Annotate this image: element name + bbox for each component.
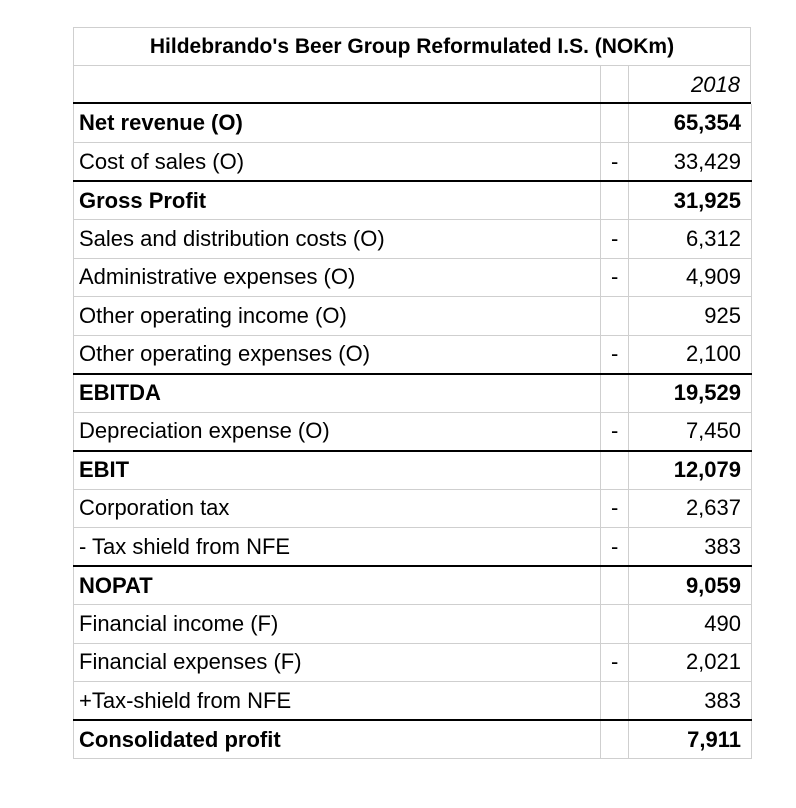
row-value: 65,354 <box>629 104 752 143</box>
table-row <box>74 489 752 528</box>
table-row <box>74 451 752 490</box>
row-label: EBIT <box>74 451 601 490</box>
row-value: 490 <box>629 605 752 644</box>
row-value: 2,637 <box>629 489 752 528</box>
row-value: 383 <box>629 528 752 567</box>
row-value: 6,312 <box>629 220 752 259</box>
table-row <box>74 643 752 682</box>
row-label: Other operating expenses (O) <box>74 335 601 374</box>
row-label: Corporation tax <box>74 489 601 528</box>
row-sign <box>601 181 629 220</box>
row-value: 33,429 <box>629 143 752 182</box>
row-label: Sales and distribution costs (O) <box>74 220 601 259</box>
sheet-title: Hildebrando's Beer Group Reformulated I.S. (NOKm) <box>73 27 751 65</box>
table-row <box>74 181 752 220</box>
year-header-label-cell <box>73 65 600 102</box>
table-row <box>74 720 752 759</box>
row-value: 7,450 <box>629 412 752 451</box>
year-header-row <box>73 65 751 104</box>
table-row <box>74 528 752 567</box>
row-sign: - <box>601 258 629 297</box>
row-sign <box>601 682 629 721</box>
row-sign <box>601 104 629 143</box>
row-sign: - <box>601 528 629 567</box>
row-label: - Tax shield from NFE <box>74 528 601 567</box>
row-sign: - <box>601 335 629 374</box>
row-label: NOPAT <box>74 566 601 605</box>
table-row <box>74 297 752 336</box>
table-row <box>74 335 752 374</box>
year-header: 2018 <box>628 65 751 102</box>
row-value: 19,529 <box>629 374 752 413</box>
row-sign <box>601 566 629 605</box>
row-label: Other operating income (O) <box>74 297 601 336</box>
row-sign <box>601 605 629 644</box>
row-value: 9,059 <box>629 566 752 605</box>
row-sign: - <box>601 143 629 182</box>
row-value: 4,909 <box>629 258 752 297</box>
row-label: Administrative expenses (O) <box>74 258 601 297</box>
row-value: 31,925 <box>629 181 752 220</box>
table-row <box>74 258 752 297</box>
row-sign: - <box>601 412 629 451</box>
row-sign <box>601 451 629 490</box>
row-value: 7,911 <box>629 720 752 759</box>
row-value: 383 <box>629 682 752 721</box>
table-row <box>74 143 752 182</box>
row-label: Cost of sales (O) <box>74 143 601 182</box>
row-value: 12,079 <box>629 451 752 490</box>
row-sign: - <box>601 220 629 259</box>
row-label: Financial expenses (F) <box>74 643 601 682</box>
row-label: Depreciation expense (O) <box>74 412 601 451</box>
table-row <box>74 566 752 605</box>
year-header-sign-cell <box>600 65 628 102</box>
row-label: Financial income (F) <box>74 605 601 644</box>
table-row <box>74 682 752 721</box>
row-value: 925 <box>629 297 752 336</box>
table-row <box>74 374 752 413</box>
row-label: Consolidated profit <box>74 720 601 759</box>
row-label: EBITDA <box>74 374 601 413</box>
income-statement-sheet <box>73 27 751 759</box>
row-value: 2,021 <box>629 643 752 682</box>
row-sign: - <box>601 489 629 528</box>
table-row <box>74 605 752 644</box>
row-sign <box>601 374 629 413</box>
income-statement-table <box>73 104 752 759</box>
table-row <box>74 412 752 451</box>
row-sign: - <box>601 643 629 682</box>
row-label: Net revenue (O) <box>74 104 601 143</box>
row-sign <box>601 297 629 336</box>
row-value: 2,100 <box>629 335 752 374</box>
table-row <box>74 220 752 259</box>
row-sign <box>601 720 629 759</box>
row-label: +Tax-shield from NFE <box>74 682 601 721</box>
row-label: Gross Profit <box>74 181 601 220</box>
table-row <box>74 104 752 143</box>
